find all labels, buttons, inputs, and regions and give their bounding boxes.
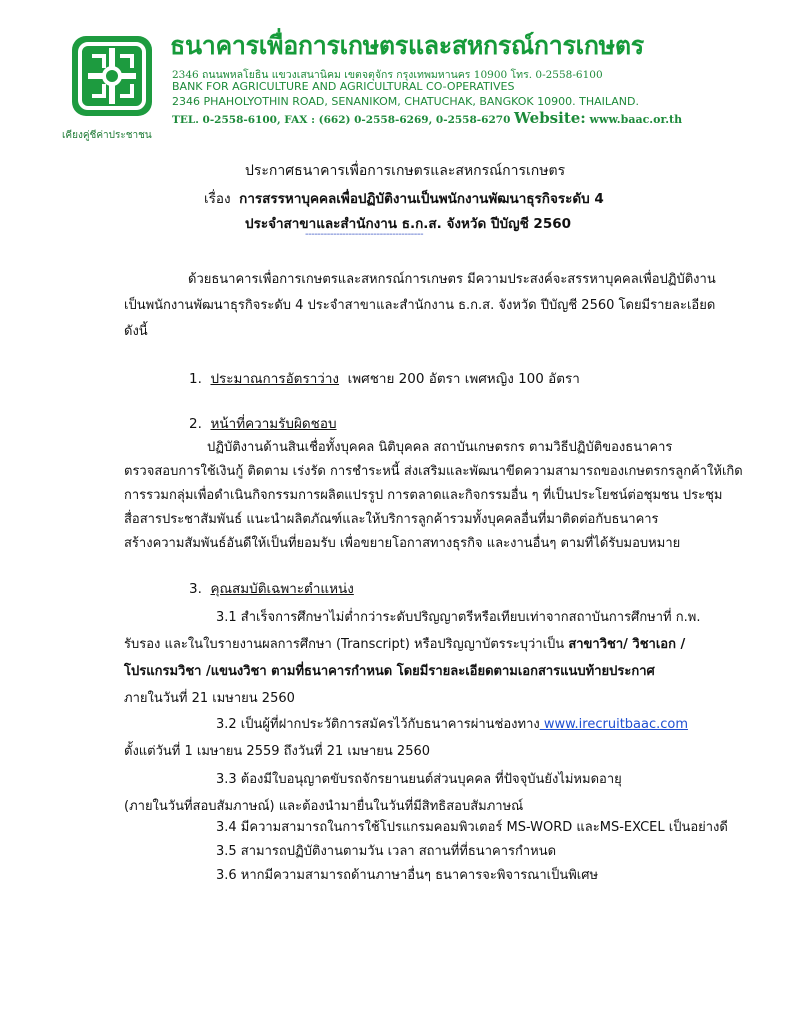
address-thai: 2346 ถนนพหลโยธิน แขวงเสนานิคม เขตจตุจักร กรุงเทพมหานคร 10900 โทร. 0-2558-6100 <box>172 69 603 81</box>
item-3-2-text: 3.2 เป็นผู้ที่ฝากประวัติการสมัครไว้กับธนาคารผ่านช่องทาง <box>216 717 540 732</box>
item-3-3-line-2: (ภายในวันที่สอบสัมภาษณ์) และต้องนำมายื่นในวันที่มีสิทธิสอบสัมภาษณ์ <box>124 799 524 814</box>
section-2-line-5: สร้างความสัมพันธ์อันดีให้เป็นที่ยอมรับ เพื่อขยายโอกาสทางธุรกิจ และงานอื่นๆ ตามที่ได้รับมอบหมาย <box>124 536 681 551</box>
item-3-1-line-3-bold: โปรแกรมวิชา /แขนงวิชา ตามที่ธนาคารกำหนด โดยมีรายละเอียดตามเอกสารแนบท้ายประกาศ <box>124 664 655 679</box>
subject-text: การสรรหาบุคคลเพื่อปฏิบัติงานเป็นพนักงานพัฒนาธุรกิจระดับ 4 <box>239 191 604 207</box>
item-3-3-line-1: 3.3 ต้องมีใบอนุญาตขับรถจักรยานยนต์ส่วนบุคคล ที่ปัจจุบันยังไม่หมดอายุ <box>216 772 622 787</box>
intro-line-1: ด้วยธนาคารเพื่อการเกษตรและสหกรณ์การเกษตร มีความประสงค์จะสรรหาบุคคลเพื่อปฏิบัติงาน <box>188 272 716 287</box>
bank-name-thai: ธนาคารเพื่อการเกษตรและสหกรณ์การเกษตร <box>170 31 644 60</box>
item-3-1-line-2-bold: สาขาวิชา/ วิชาเอก / <box>568 637 686 652</box>
item-3-2-line-1 <box>216 713 688 734</box>
contact-phone-fax: TEL. 0-2558-6100, FAX : (662) 0-2558-6269, 0-2558-6270 <box>172 114 511 126</box>
website-url: www.baac.or.th <box>589 113 683 126</box>
section-3-heading: คุณสมบัติเฉพาะตำแหน่ง <box>210 581 354 597</box>
announcement-subject-line2: ประจำสาขาและสำนักงาน ธ.ก.ส. จังหวัด ปีบัญชี 2560 <box>245 216 572 232</box>
item-3-1-line-3 <box>124 660 655 681</box>
baac-logo-icon <box>70 34 154 118</box>
contact-line <box>172 109 682 127</box>
section-1 <box>189 367 580 389</box>
item-3-4: 3.4 มีความสามารถในการใช้โปรแกรมคอมพิวเตอร์ MS-WORD และMS-EXCEL เป็นอย่างดี <box>216 820 728 835</box>
section-2-line-1: ปฏิบัติงานด้านสินเชื่อทั้งบุคคล นิติบุคคล สถาบันเกษตรกร ตามวิธีปฏิบัติของธนาคาร <box>207 440 673 455</box>
address-english: 2346 PHAHOLYOTHIN ROAD, SENANIKOM, CHATUCHAK, BANGKOK 10900. THAILAND. <box>172 95 639 108</box>
item-3-2-line-2: ตั้งแต่วันที่ 1 เมษายน 2559 ถึงวันที่ 21 เมษายน 2560 <box>124 744 431 759</box>
item-3-6: 3.6 หากมีความสามารถด้านภาษาอื่นๆ ธนาคารจะพิจารณาเป็นพิเศษ <box>216 868 599 883</box>
section-2-line-4: สื่อสารประชาสัมพันธ์ แนะนำผลิตภัณฑ์และให้บริการลูกค้ารวมทั้งบุคคลอื่นที่มาติดต่อกับธนาคาร <box>124 512 659 527</box>
section-2-line-2: ตรวจสอบการใช้เงินกู้ ติดตาม เร่งรัด การชำระหนี้ ส่งเสริมและพัฒนาขีดความสามารถของเกษตรกรลูกค้าให้เกิด <box>124 464 743 479</box>
irecruit-link[interactable]: www.irecruitbaac.com <box>539 717 689 732</box>
announcement-subject <box>204 187 604 209</box>
item-3-1-line-2 <box>124 633 685 654</box>
section-2-heading: หน้าที่ความรับผิดชอบ <box>210 416 337 432</box>
section-2-number: 2. <box>189 416 202 432</box>
item-3-5: 3.5 สามารถปฏิบัติงานตามวัน เวลา สถานที่ที่ธนาคารกำหนด <box>216 844 557 859</box>
intro-line-3: ดังนี้ <box>124 324 148 339</box>
title-divider: -------------------------------------- <box>305 229 424 240</box>
section-1-number: 1. <box>189 371 202 387</box>
item-3-1-line-4: ภายในวันที่ 21 เมษายน 2560 <box>124 691 295 706</box>
subject-label: เรื่อง <box>204 191 231 207</box>
section-1-heading: ประมาณการอัตราว่าง <box>210 371 340 387</box>
section-3-number: 3. <box>189 581 202 597</box>
intro-line-2: เป็นพนักงานพัฒนาธุรกิจระดับ 4 ประจำสาขาและสำนักงาน ธ.ก.ส. จังหวัด ปีบัญชี 2560 โดยมีรายละเอียด <box>124 298 716 313</box>
bank-name-english: BANK FOR AGRICULTURE AND AGRICULTURAL CO-OPERATIVES <box>172 80 515 93</box>
item-3-1-line-1: 3.1 สำเร็จการศึกษาไม่ต่ำกว่าระดับปริญญาตรีหรือเทียบเท่าจากสถาบันการศึกษาที่ ก.พ. <box>216 610 701 625</box>
section-1-text: เพศชาย 200 อัตรา เพศหญิง 100 อัตรา <box>347 371 580 387</box>
website-label: Website: <box>514 109 586 127</box>
section-2-line-3: การรวมกลุ่มเพื่อดำเนินกิจกรรมการผลิตแปรรูป การตลาดและกิจกรรมอื่น ๆ ที่เป็นประโยชน์ต่อชุมชน ประชุม <box>124 488 723 503</box>
bank-slogan: เคียงคู่ชีค่าประชาชน <box>62 130 152 141</box>
item-3-1-line-2-text: รับรอง และในใบรายงานผลการศึกษา (Transcript) หรือปริญญาบัตรระบุว่าเป็น <box>124 637 569 652</box>
section-2 <box>189 412 337 434</box>
announcement-title: ประกาศธนาคารเพื่อการเกษตรและสหกรณ์การเกษตร <box>245 163 566 179</box>
section-3 <box>189 577 354 599</box>
